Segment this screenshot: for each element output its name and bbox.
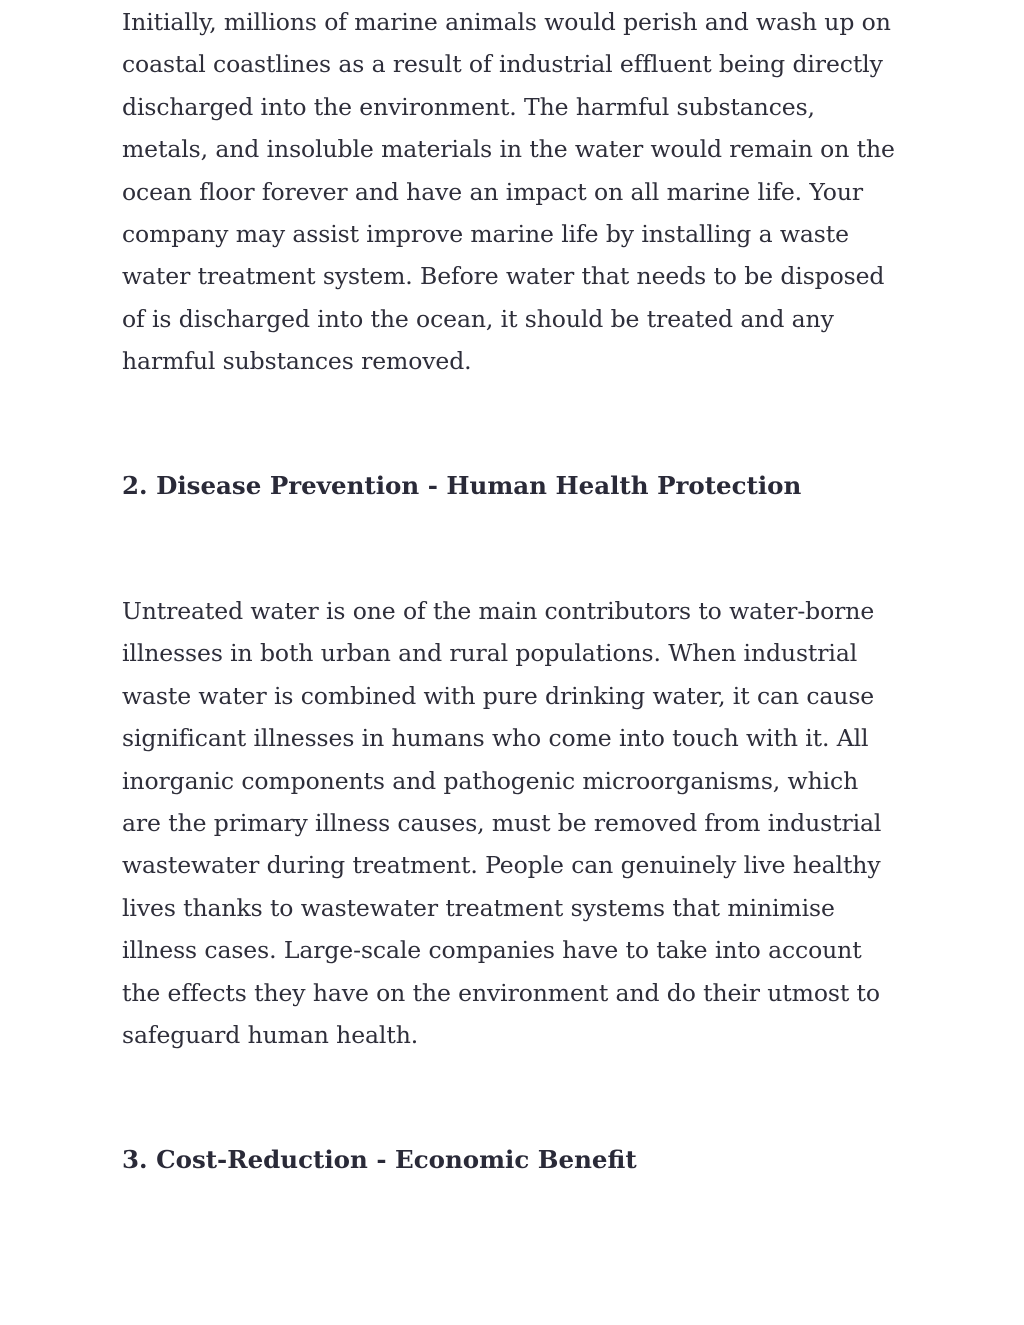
section-heading-disease-prevention: 2. Disease Prevention - Human Health Protection [122,471,802,500]
paragraph-human-health: Untreated water is one of the main contributors to water-borne illnesses in both urban and rural populations. When industrial waste water is combined with pure drinking water, it can cause significant illnesses in humans who come into touch with it. All inorganic components and pathogenic microorganisms, which are the primary illness causes, must be removed from industrial wastewater during treatment. People can genuinely live healthy lives thanks to wastewater treatment systems that minimise illness cases. Large-scale companies have to take into account the effects they have on the environment and do their utmost to safeguard human health. [122,597,882,1050]
paragraph-marine-life: Initially, millions of marine animals would perish and wash up on coastal coastlines as a result of industrial effluent being directly discharged into the environment. The harmful substances, metals, and insoluble materials in the water would remain on the ocean floor forever and have an impact on all marine life. Your company may assist improve marine life by installing a waste water treatment system. Before water that needs to be disposed of is discharged into the ocean, it should be treated and any harmful substances removed. [122,8,895,376]
section-heading-cost-reduction: 3. Cost-Reduction - Economic Benefit [122,1145,637,1174]
